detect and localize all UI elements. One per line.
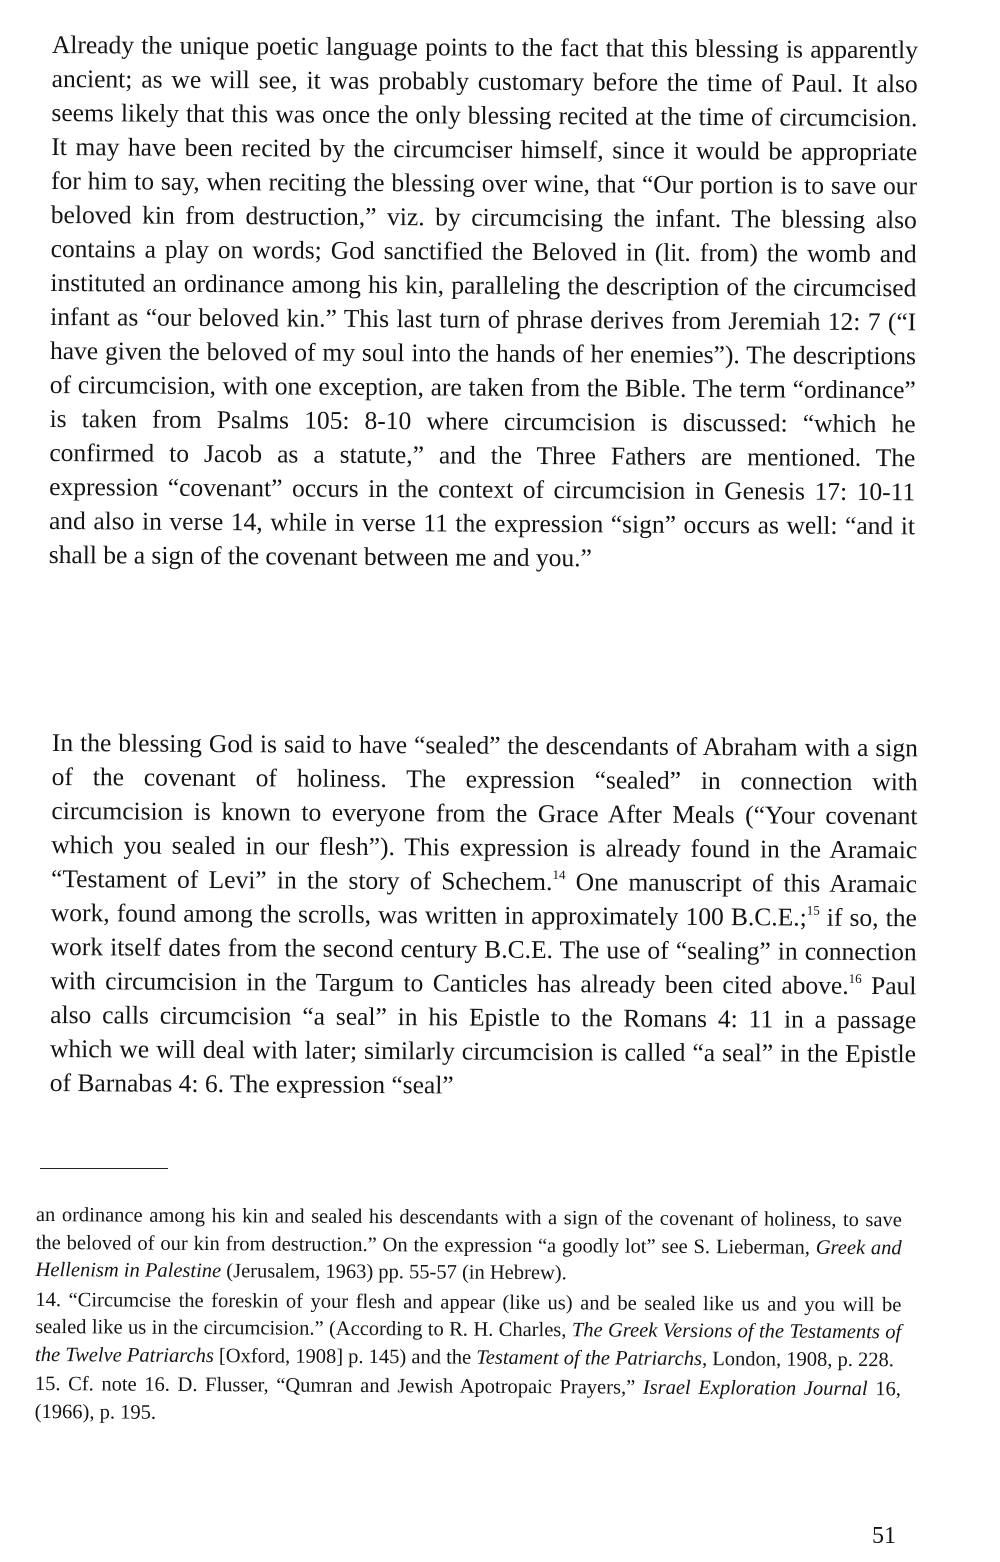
footnote-ref-15: 15 (806, 902, 820, 918)
page-number: 51 (872, 1523, 896, 1549)
footnote-text: an ordinance among his kin and sealed his descendants with a sign of the covenant of holiness, to save the beloved of our kin from destruction.” On the expression “a goodly lot” see S. Lieberman, (35, 1204, 902, 1259)
footnote-text: [Oxford, 1908] p. 145) and the (213, 1344, 477, 1369)
footnote-ref-16: 16 (848, 970, 862, 986)
paragraph-2 (50, 726, 918, 1105)
footnotes (35, 1202, 902, 1431)
footnote-title: The Greek Versions of the Testaments of the Twelve Patriarchs (35, 1319, 902, 1367)
footnote-text: 15. Cf. note 16. D. Flusser, “Qumran and Jewish Apotropaic Prayers,” (34, 1372, 643, 1399)
paragraph-1: Already the unique poetic language points to the fact that this blessing is apparently ancient; as we will see, it was probably customary before the time of Paul. It also seems likely that this was once the only blessing recited at the time of circumcision. It may have been recited by the circumciser himself, since it would be appropriate for him to say, when reciting the blessing over wine, that “Our portion is to save our beloved kin from destruction,” viz. by circumcising the infant. The blessing also contains a play on words; God sanctified the Beloved in (lit. from) the womb and instituted an ordinance among his kin, paralleling the description of the circumcised infant as “our beloved kin.” This last turn of phrase derives from Jeremiah 12: 7 (“I have given the beloved of my soul into the hands of her enemies”). The descriptions of circumcision, with one exception, are taken from the Bible. The term “ordinance” is taken from Psalms 105: 8-10 where circumcision is discussed: “which he confirmed to Jacob as a statute,” and the Three Fathers are mentioned. The expression “covenant” occurs in the context of circumcision in Genesis 17: 10-11 and also in verse 14, while in verse 11 the expression “sign” occurs as well: “and it shall be a sign of the covenant between me and you.” (48, 29, 918, 573)
footnote-text: 14. “Circumcise the foreskin of your flesh and appear (like us) and be sealed like us and you will be sealed like us in the circumcision.” (According to R. H. Charles, (35, 1288, 902, 1342)
footnote-14 (35, 1286, 901, 1374)
footnote-text: 16, (1966), p. 195. (34, 1378, 901, 1424)
paragraph-2-text: In the blessing God is said to have “sealed” the descendants of Abraham with a sign of the covenant of holiness. The expression “sealed” in connection with circumcision is known to everyone from the Grace After Meals (“Your covenant which you sealed in our flesh”). This expression is already found in the Aramaic “Testament of Levi” in the story of Schechem. (50, 727, 918, 897)
paragraph-2-text: if so, the work itself dates from the second century B.C.E. The use of “sealing” in connection with circumcision in the Targum to Canticles has already been cited above. (50, 902, 917, 1000)
footnote-divider (40, 1168, 168, 1169)
paragraph-2-text: Paul also calls circumcision “a seal” in his Epistle to the Romans 4: 11 in a passage which we will deal with later; similarly circumcision is called “a seal” in the Epistle of Barnabas 4: 6. The expression “seal” (49, 970, 917, 1100)
paragraph-2-text: One manuscript of this Aramaic work, found among the scrolls, was written in approximately 100 B.C.E.; (50, 867, 918, 932)
footnote-text: London, 1908, p. 228. (707, 1347, 894, 1371)
footnote-15 (35, 1371, 901, 1431)
footnote-text: (Jerusalem, 1963) pp. 55-57 (in Hebrew). (221, 1260, 567, 1285)
footnote-title: Israel Exploration Journal (642, 1376, 868, 1401)
footnote-title: Greek and Hellenism in Palestine (35, 1236, 902, 1283)
footnote-title: Testament of the Patriarchs, (476, 1346, 708, 1370)
footnote-ref-14: 14 (552, 867, 566, 883)
footnote-continued (35, 1202, 901, 1290)
